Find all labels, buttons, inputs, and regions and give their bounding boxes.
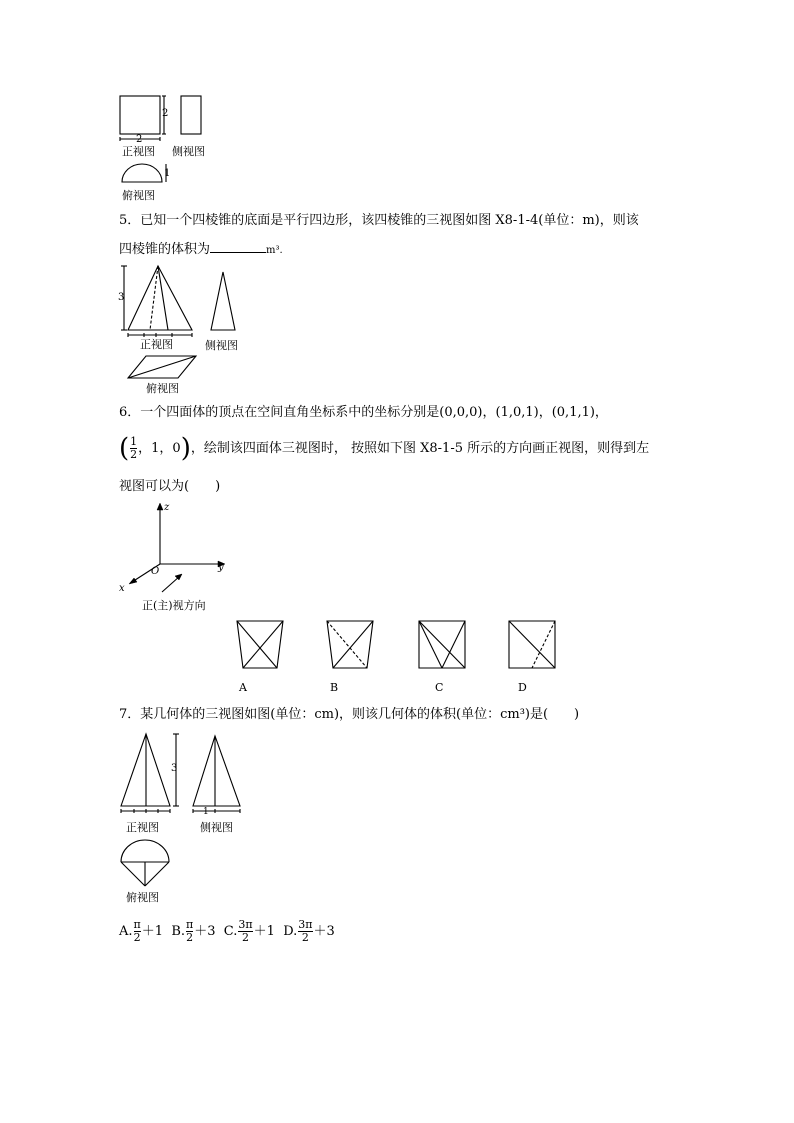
q7-front-view xyxy=(118,732,188,814)
q6-line3: 视图可以为( ) xyxy=(119,479,221,494)
axis-z-label: z xyxy=(164,502,170,513)
q6-option-a-figure xyxy=(236,620,286,670)
q6-option-a-label: A xyxy=(239,681,247,694)
q7-answer-options xyxy=(119,918,335,946)
q7-top-caption: 俯视图 xyxy=(126,891,159,904)
q6-option-d-label: D xyxy=(518,681,527,694)
fig4-top-view xyxy=(120,162,170,188)
q5-line2-text: 四棱锥的体积为 xyxy=(119,242,211,257)
q6-line2-text: ，绘制该四面体三视图时， 按照如下图 X8-1-5 所示的方向画正视图，则得到左 xyxy=(190,441,650,456)
q7-dim-height: 3 xyxy=(171,763,178,774)
answer-blank xyxy=(210,240,266,253)
q5-line2 xyxy=(119,240,283,259)
q7-option-d: D. $\frac{3\pi}{2}$ ＋3 xyxy=(283,918,335,944)
q5-line1: 5．已知一个四棱锥的底面是平行四边形，该四棱锥的三视图如图 X8-1-4(单位：m)，则该 xyxy=(119,213,639,228)
q7-front-caption: 正视图 xyxy=(126,821,159,834)
q6-line1: 6．一个四面体的顶点在空间直角坐标系中的坐标分别是(0,0,0)，(1,0,1)，(0,1,1)， xyxy=(119,405,608,420)
q7-option-a: A. $\frac{\pi}{2}$ ＋1 xyxy=(119,918,164,944)
q7-top-view xyxy=(118,838,174,890)
q5-side-view xyxy=(208,270,238,332)
q6-option-c-figure xyxy=(418,620,468,670)
q7-line1: 7．某几何体的三视图如图(单位：cm)，则该几何体的体积(单位：cm³)是( ) xyxy=(119,707,580,722)
q7-side-view xyxy=(190,734,248,816)
fig4-front-caption: 正视图 xyxy=(122,145,155,158)
fig4-side-view xyxy=(180,94,204,138)
view-direction-caption: 正(主)视方向 xyxy=(142,599,206,612)
q6-option-c-label: C xyxy=(435,681,444,694)
q7-dim-one: 1 xyxy=(203,807,209,817)
q5-front-view xyxy=(116,264,196,342)
q7-option-b: B. $\frac{\pi}{2}$ ＋3 xyxy=(171,918,216,944)
q5-side-caption: 侧视图 xyxy=(205,339,238,352)
q7-side-caption: 侧视图 xyxy=(200,821,233,834)
q5-front-caption: 正视图 xyxy=(140,338,173,351)
origin-label: O xyxy=(151,566,160,577)
q6-fraction: $\frac{1}{2}$ xyxy=(130,435,138,461)
q5-dim-height: 3 xyxy=(118,292,125,303)
fig4-dim-radius: 1 xyxy=(164,168,171,179)
fig4-side-caption: 侧视图 xyxy=(172,145,205,158)
q6-line2: ( $\frac{1}{2}$ ，1，0)，绘制该四面体三视图时， 按照如下图 X8-1-5 所示的方向画正视图，则得到左 xyxy=(119,433,650,464)
q5-top-caption: 俯视图 xyxy=(146,382,179,395)
q5-unit: m³. xyxy=(266,245,283,256)
q6-axes-figure xyxy=(118,500,228,590)
axis-y-label: y xyxy=(218,562,224,573)
axis-x-label: x xyxy=(119,583,125,594)
q6-coords: ，1，0 xyxy=(138,441,181,456)
fig4-top-caption: 俯视图 xyxy=(122,189,155,202)
q7-option-c: C. $\frac{3\pi}{2}$ ＋1 xyxy=(223,918,275,944)
q6-option-b-figure xyxy=(326,620,376,670)
q6-option-d-figure xyxy=(508,620,558,670)
q6-option-b-label: B xyxy=(330,681,339,694)
fig4-dim-height: 2 xyxy=(162,108,169,119)
q5-top-view xyxy=(126,354,198,380)
fig4-dim-width: 2 xyxy=(136,134,143,145)
